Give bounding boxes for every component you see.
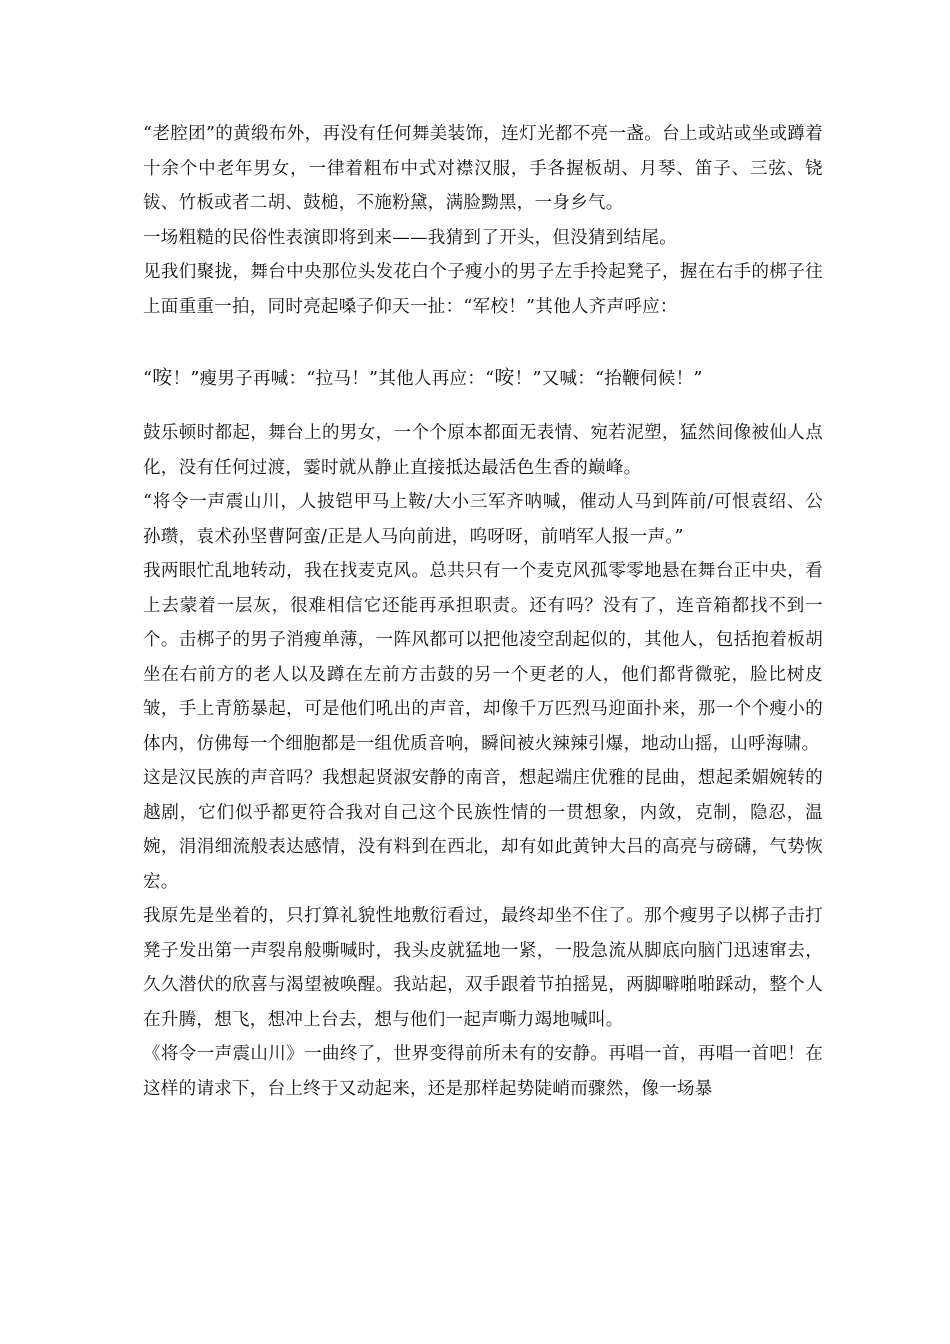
paragraph: 《将令一声震山川》一曲终了，世界变得前所未有的安静。再唱一首，再唱一首吧！在这样的请求下，台上终于又动起来，还是那样起势陡峭而骤然，像一场暴 — [143, 1044, 823, 1099]
paragraph: 见我们聚拢，舞台中央那位头发花白个子瘦小的男子左手拎起凳子，握在右手的梆子往上面重重一拍，同时亮起嗓子仰天一扯：“军校！”其他人齐声呼应： — [143, 262, 823, 317]
text-block-call-response — [143, 360, 823, 397]
text-block-opening — [143, 117, 823, 324]
paragraph: 我原先是坐着的，只打算礼貌性地敷衍看过，最终却坐不住了。那个瘦男子以梆子击打凳子发出第一声裂帛般嘶喊时，我头皮就猛地一紧，一股急流从脚底向脑门迅速窜去，久久潜伏的欣喜与渴望被唤醒。我站起，双手跟着节拍摇晃，两脚噼啪啪踩动，整个人在升腾，想飞，想冲上台去，想与他们一起声嘶力竭地喊叫。 — [143, 906, 823, 1030]
paragraph: “将令一声震山川，人披铠甲马上鞍/大小三军齐呐喊，催动人马到阵前/可恨袁绍、公孙瓒，袁术孙坚曹阿蛮/正是人马向前进，呜呀呀，前哨军人报一声。” — [143, 492, 823, 547]
paragraph: 这是汉民族的声音吗？我想起贤淑安静的南音，想起端庄优雅的昆曲，想起柔媚婉转的越剧，它们似乎都更符合我对自己这个民族性情的一贯想象，内敛，克制，隐忍，温婉，涓涓细流般表达感情，没有料到在西北，却有如此黄钟大吕的高亮与磅礴，气势恢宏。 — [143, 768, 823, 892]
text-run: ！”又喊：“抬鞭伺候！” — [514, 369, 703, 389]
emphasized-char: 咹 — [494, 365, 515, 389]
paragraph: 我两眼忙乱地转动，我在找麦克风。总共只有一个麦克风孤零零地悬在舞台正中央，看上去蒙着一层灰，很难相信它还能再承担职责。还有吗？没有了，连音箱都找不到一个。击梆子的男子消瘦单薄，一阵风都可以把他凌空刮起似的，其他人，包括抱着板胡坐在右前方的老人以及蹲在左前方击鼓的另一个更老的人，他们都背微驼，脸比树皮皱，手上青筋暴起，可是他们吼出的声音，却像千万匹烈马迎面扑来，那一个个瘦小的体内，仿佛每一个细胞都是一组优质音响，瞬间被火辣辣引爆，地动山摇，山呼海啸。 — [143, 561, 823, 754]
paragraph: “老腔团”的黄缎布外，再没有任何舞美装饰，连灯光都不亮一盏。台上或站或坐或蹲着十余个中老年男女，一律着粗布中式对襟汉服，手各握板胡、月琴、笛子、三弦、铙钹、竹板或者二胡、鼓槌，不施粉黛，满脸黝黑，一身乡气。 — [143, 124, 823, 213]
emphasized-char: 咹 — [152, 365, 173, 389]
text-run: “ — [143, 369, 153, 389]
text-run: ！”瘦男子再喊：“拉马！”其他人再应：“ — [172, 369, 495, 389]
paragraph: 鼓乐顿时都起，舞台上的男女，一个个原本都面无表情、宛若泥塑，猛然间像被仙人点化，没有任何过渡，霎时就从静止直接抵达最活色生香的巅峰。 — [143, 423, 823, 478]
paragraph — [143, 360, 823, 397]
text-block-main — [143, 416, 823, 1106]
paragraph: 一场粗糙的民俗性表演即将到来——我猜到了开头，但没猜到结尾。 — [143, 227, 677, 248]
